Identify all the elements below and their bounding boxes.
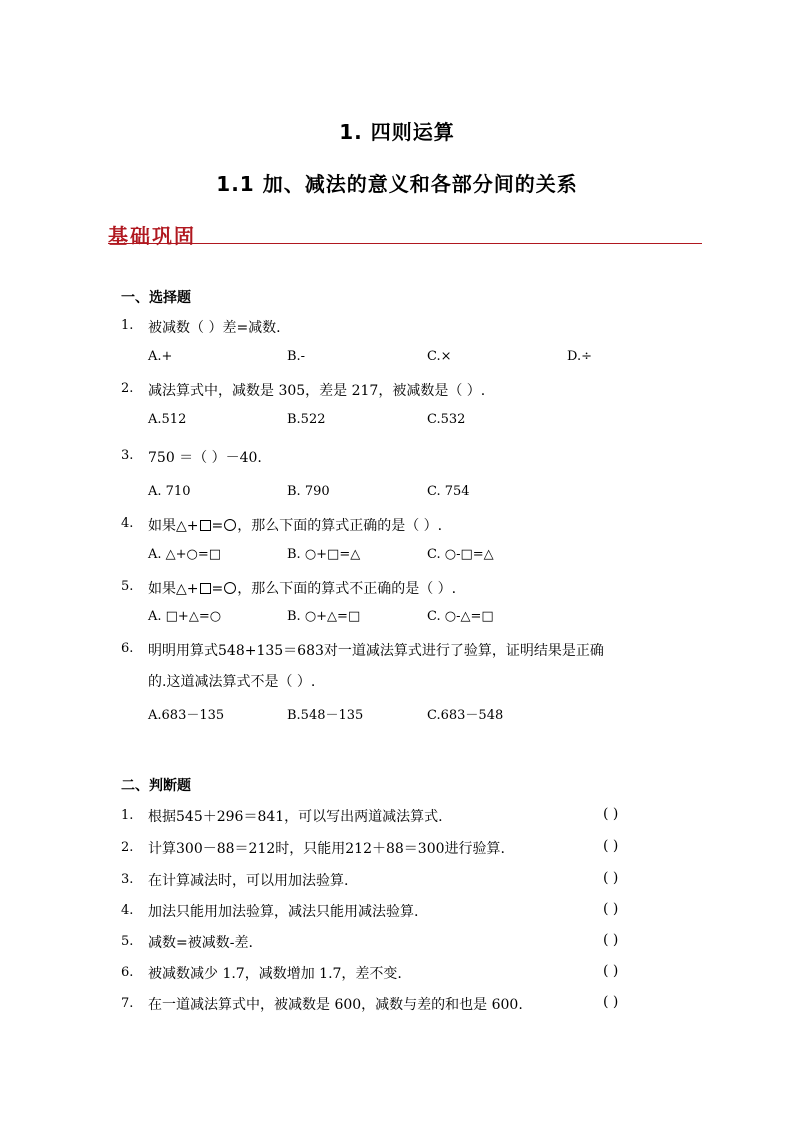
option-a: A. 710 <box>148 484 191 499</box>
judge-number: 2. <box>121 840 134 855</box>
option-a: A.512 <box>148 412 187 427</box>
option-a: A. △+○=□ <box>148 547 222 562</box>
option-a: A. □+△=○ <box>148 609 222 624</box>
question-number: 1. <box>121 318 134 333</box>
option-c: C. ○-□=△ <box>427 547 494 562</box>
question-text-pre: 如果△+ <box>148 581 199 597</box>
judge-number: 6. <box>121 965 134 980</box>
option-b: B.522 <box>287 412 326 427</box>
question-text-continued: 的.这道减法算式不是（ ）. <box>148 674 316 690</box>
question-text-pre: 如果△+ <box>148 518 199 534</box>
option-a: A.683－135 <box>148 708 225 723</box>
choice-heading: 一、选择题 <box>121 290 191 306</box>
judge-number: 4. <box>121 903 134 918</box>
option-b: B. 790 <box>287 484 330 499</box>
judge-text: 计算300－88＝212时，只能用212＋88＝300进行验算. <box>148 841 505 857</box>
option-c: C. 754 <box>427 484 470 499</box>
question-text: 如果△+ = ，那么下面的算式不正确的是（ ）. <box>148 581 457 597</box>
question-number: 5. <box>121 579 134 594</box>
question-number: 3. <box>121 448 134 463</box>
question-text: 750 ＝（ ）－40. <box>148 450 262 466</box>
option-b: B. ○+□=△ <box>287 547 361 562</box>
question-text: 减法算式中，减数是 305，差是 217，被减数是（ ）. <box>148 383 486 399</box>
judge-text: 根据545＋296＝841，可以写出两道减法算式. <box>148 809 443 825</box>
banner-rule <box>108 243 702 244</box>
question-text-post: ，那么下面的算式不正确的是（ ）. <box>237 581 457 597</box>
judge-text: 加法只能用加法验算，减法只能用减法验算. <box>148 904 419 920</box>
section-banner: 基础巩固 <box>108 224 196 248</box>
question-number: 6. <box>121 641 134 656</box>
question-text: 明明用算式548+135＝683对一道减法算式进行了验算，证明结果是正确 <box>148 643 604 659</box>
option-b: B.548－135 <box>287 708 364 723</box>
question-text-post: ，那么下面的算式正确的是（ ）. <box>237 518 443 534</box>
judge-text: 减数=被减数-差. <box>148 935 253 951</box>
answer-blank[interactable]: ( ) <box>603 994 619 1010</box>
option-b: B.- <box>287 349 306 364</box>
question-text: 被减数（ ）差=减数. <box>148 320 281 336</box>
option-d: D.÷ <box>567 349 592 364</box>
answer-blank[interactable]: ( ) <box>603 901 619 917</box>
judge-text: 在一道减法算式中，被减数是 600，减数与差的和也是 600. <box>148 997 523 1013</box>
answer-blank[interactable]: ( ) <box>603 932 619 948</box>
option-a: A.+ <box>148 349 173 364</box>
judge-number: 7. <box>121 996 134 1011</box>
section-title: 1.1 加、减法的意义和各部分间的关系 <box>216 172 578 196</box>
answer-blank[interactable]: ( ) <box>603 806 619 822</box>
square-icon <box>200 583 211 594</box>
question-number: 2. <box>121 381 134 396</box>
option-c: C. ○-△=□ <box>427 609 494 624</box>
option-c: C.683－548 <box>427 708 504 723</box>
circle-icon <box>224 519 236 531</box>
question-text: 如果△+ = ，那么下面的算式正确的是（ ）. <box>148 518 443 534</box>
circle-icon <box>224 582 236 594</box>
answer-blank[interactable]: ( ) <box>603 870 619 886</box>
question-number: 4. <box>121 516 134 531</box>
option-c: C.× <box>427 349 452 364</box>
option-c: C.532 <box>427 412 466 427</box>
judge-number: 1. <box>121 808 134 823</box>
judge-text: 被减数减少 1.7，减数增加 1.7，差不变. <box>148 966 402 982</box>
judge-text: 在计算减法时，可以用加法验算. <box>148 873 349 889</box>
judge-heading: 二、判断题 <box>121 778 191 794</box>
judge-number: 5. <box>121 934 134 949</box>
judge-number: 3. <box>121 872 134 887</box>
square-icon <box>200 520 211 531</box>
answer-blank[interactable]: ( ) <box>603 963 619 979</box>
answer-blank[interactable]: ( ) <box>603 838 619 854</box>
chapter-title: 1. 四则运算 <box>339 120 455 144</box>
option-b: B. ○+△=□ <box>287 609 361 624</box>
